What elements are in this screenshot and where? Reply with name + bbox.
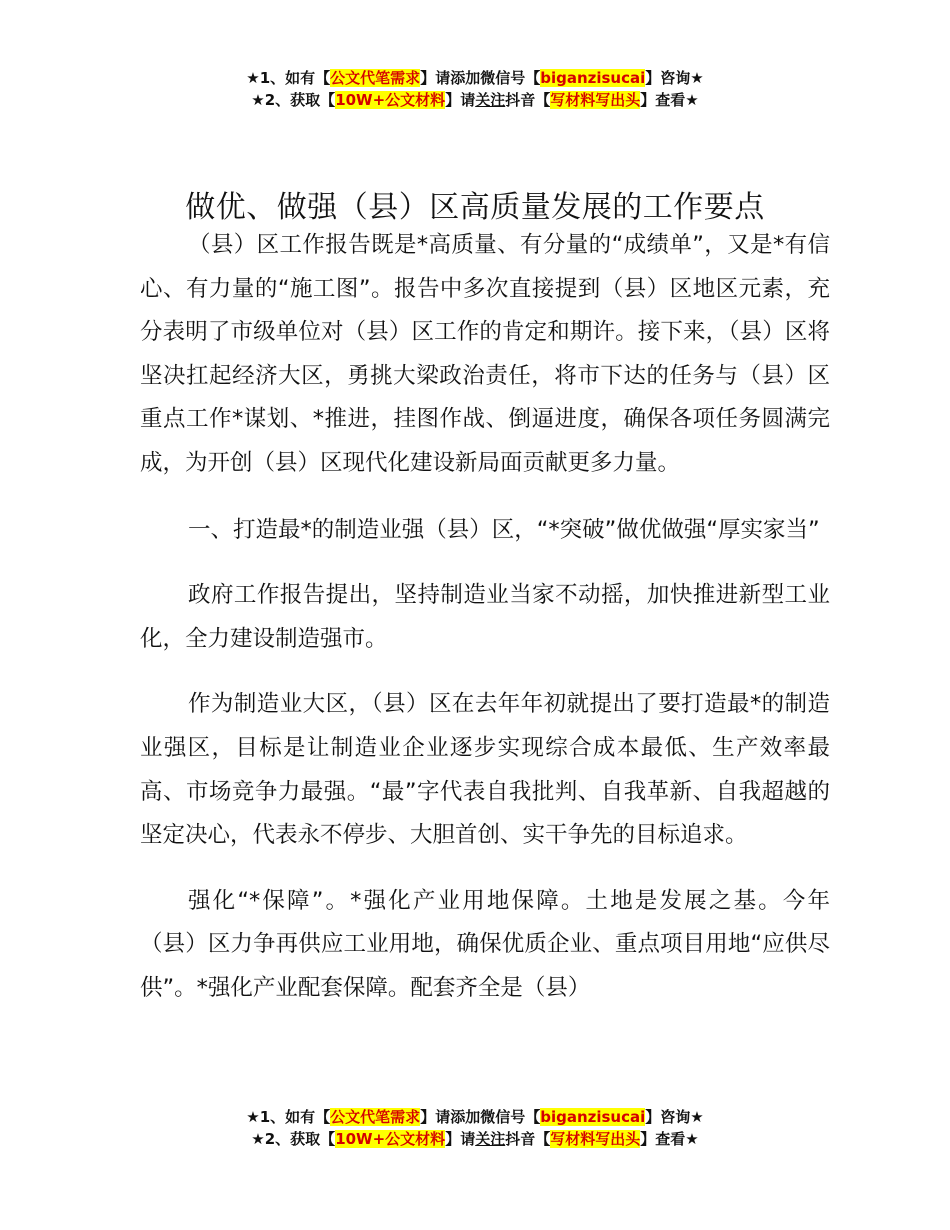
banner-text: 】请添加微信号【	[420, 1108, 541, 1126]
banner-text: 】请	[445, 1130, 476, 1148]
highlight-materials: 10W+公文材料	[335, 91, 446, 109]
header-banner-line-1	[0, 67, 950, 89]
highlight-ghostwriting: 公文代笔需求	[330, 69, 421, 87]
underlined-follow: 关注	[475, 1130, 506, 1148]
banner-text: 】咨询★	[645, 1108, 704, 1126]
highlight-ghostwriting: 公文代笔需求	[330, 1108, 421, 1126]
header-banner	[0, 67, 950, 111]
document-title: 做优、做强（县）区高质量发展的工作要点	[185, 190, 765, 226]
footer-banner	[0, 1106, 950, 1150]
banner-text: ★1、如有【	[246, 1108, 331, 1126]
banner-text: 】查看★	[640, 91, 699, 109]
banner-text: 抖音【	[505, 91, 551, 109]
footer-banner-line-2	[0, 1128, 950, 1150]
banner-text: ★1、如有【	[246, 69, 331, 87]
banner-text: 】请	[445, 91, 476, 109]
highlight-douyin-account: 写材料写出头	[550, 91, 641, 109]
underlined-follow: 关注	[475, 91, 506, 109]
footer-banner-line-1	[0, 1106, 950, 1128]
highlight-douyin-account: 写材料写出头	[550, 1130, 641, 1148]
paragraph-manufacturing: 作为制造业大区，（县）区在去年年初就提出了要打造最*的制造业强区，目标是让制造业企业逐步实现综合成本最低、生产效率最高、市场竞争力最强。“最”字代表自我批判、自我革新、自我超越的坚定决心，代表永不停步、大胆首创、实干争先的目标追求。	[140, 691, 830, 849]
header-banner-line-2	[0, 89, 950, 111]
paragraph-guarantee: 强化“*保障”。*强化产业用地保障。土地是发展之基。今年（县）区力争再供应工业用地，确保优质企业、重点项目用地“应供尽供”。*强化产业配套保障。配套齐全是（县）	[140, 887, 830, 1001]
highlight-materials: 10W+公文材料	[335, 1130, 446, 1148]
highlight-wechat-id: biganzisucai	[540, 69, 646, 87]
banner-text: 抖音【	[505, 1130, 551, 1148]
banner-text: ★2、获取【	[251, 1130, 336, 1148]
highlight-wechat-id: biganzisucai	[540, 1108, 646, 1126]
banner-text: 】查看★	[640, 1130, 699, 1148]
section-heading-1: 一、打造最*的制造业强（县）区，“*突破”做优做强“厚实家当”	[188, 516, 820, 543]
banner-text: ★2、获取【	[251, 91, 336, 109]
banner-text: 】请添加微信号【	[420, 69, 541, 87]
document-body	[140, 224, 830, 1033]
paragraph-intro: （县）区工作报告既是*高质量、有分量的“成绩单”，又是*有信心、有力量的“施工图”。报告中多次直接提到（县）区地区元素，充分表明了市级单位对（县）区工作的肯定和期许。接下来，（县）区将坚决扛起经济大区，勇挑大梁政治责任，将市下达的任务与（县）区重点工作*谋划、*推进，挂图作战、倒逼进度，确保各项任务圆满完成，为开创（县）区现代化建设新局面贡献更多力量。	[140, 232, 830, 476]
paragraph-report: 政府工作报告提出，坚持制造业当家不动摇，加快推进新型工业化，全力建设制造强市。	[140, 582, 830, 652]
banner-text: 】咨询★	[645, 69, 704, 87]
